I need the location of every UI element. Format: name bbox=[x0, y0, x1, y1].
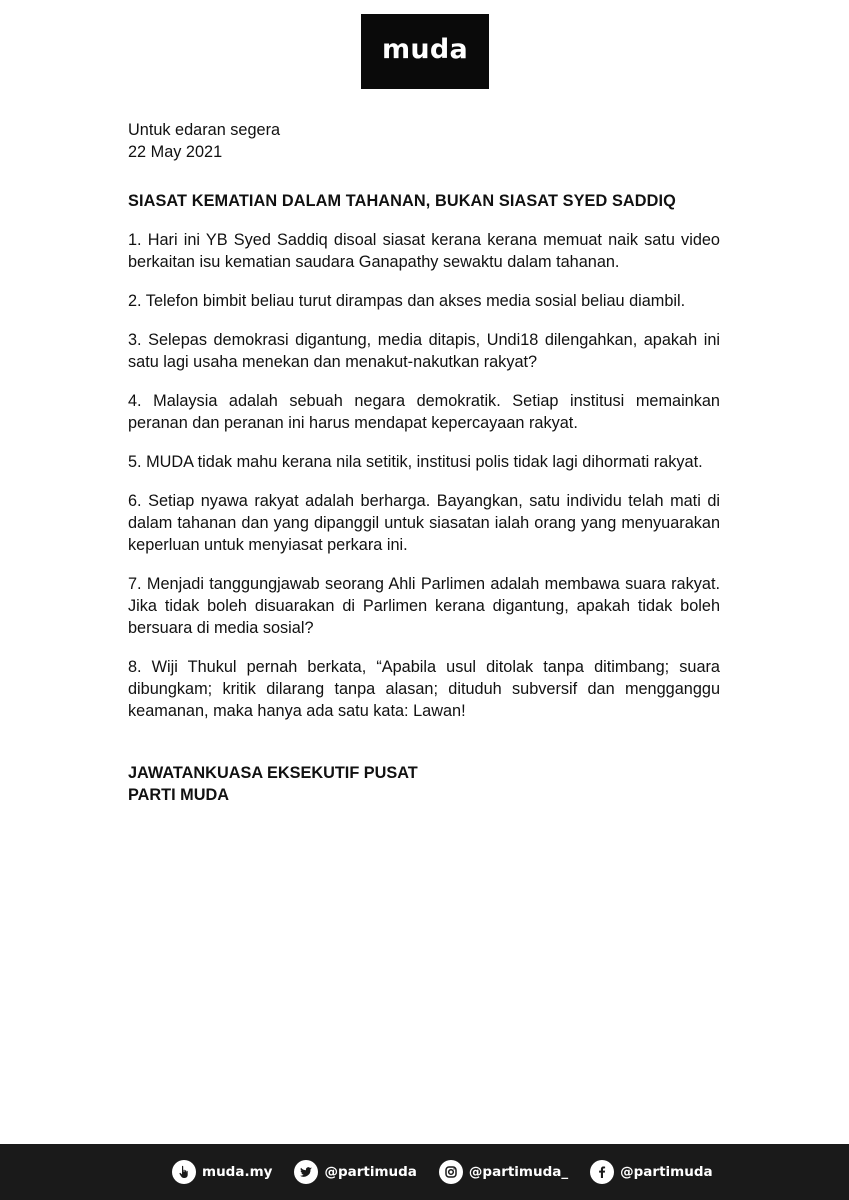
paragraph: 7. Menjadi tanggungjawab seorang Ahli Parlimen adalah membawa suara rakyat. Jika tidak boleh disuarakan di Parlimen kerana digantung, apakah tidak boleh bersuara di media sosial? bbox=[128, 575, 720, 637]
footer-instagram[interactable] bbox=[439, 1160, 568, 1184]
paragraph: 4. Malaysia adalah sebuah negara demokratik. Setiap institusi memainkan peranan dan peranan ini harus mendapat kepercayaan rakyat. bbox=[128, 392, 720, 432]
release-note: Untuk edaran segera bbox=[128, 121, 281, 139]
paragraph: 1. Hari ini YB Syed Saddiq disoal siasat kerana kerana memuat naik satu video berkaitan isu kematian saudara Ganapathy sewaktu dalam tahanan. bbox=[128, 231, 720, 271]
signature-party: PARTI MUDA bbox=[128, 786, 229, 804]
footer-facebook[interactable] bbox=[590, 1160, 712, 1184]
footer-website-text: muda.my bbox=[202, 1164, 273, 1180]
footer-website[interactable] bbox=[172, 1160, 272, 1184]
instagram-icon bbox=[439, 1160, 463, 1184]
paragraph: 6. Setiap nyawa rakyat adalah berharga. Bayangkan, satu individu telah mati di dalam tahanan dan yang dipanggil untuk siasatan ialah orang yang menyuarakan keperluan untuk menyiasat perkara ini. bbox=[128, 492, 720, 554]
facebook-icon bbox=[590, 1160, 614, 1184]
hand-pointer-icon bbox=[172, 1160, 196, 1184]
logo-text: muda bbox=[381, 34, 469, 65]
release-date: 22 May 2021 bbox=[128, 143, 223, 161]
signature-committee: JAWATANKUASA EKSEKUTIF PUSAT bbox=[128, 764, 418, 782]
paragraph-list bbox=[128, 229, 720, 722]
footer-instagram-text: @partimuda_ bbox=[468, 1164, 569, 1180]
twitter-icon bbox=[294, 1160, 318, 1184]
signature-block bbox=[128, 762, 720, 806]
press-release-body bbox=[128, 119, 720, 806]
press-release-title: SIASAT KEMATIAN DALAM TAHANAN, BUKAN SIASAT SYED SADDIQ bbox=[128, 192, 676, 210]
footer-facebook-text: @partimuda bbox=[620, 1164, 713, 1180]
paragraph: 5. MUDA tidak mahu kerana nila setitik, institusi polis tidak lagi dihormati rakyat. bbox=[128, 453, 703, 471]
paragraph: 3. Selepas demokrasi digantung, media ditapis, Undi18 dilengahkan, apakah ini satu lagi usaha menekan dan menakut-nakutkan rakyat? bbox=[128, 331, 720, 371]
release-header bbox=[128, 119, 720, 163]
footer-twitter[interactable] bbox=[294, 1160, 416, 1184]
paragraph: 2. Telefon bimbit beliau turut dirampas dan akses media sosial beliau diambil. bbox=[128, 292, 686, 310]
footer-bar bbox=[0, 1144, 849, 1200]
footer-twitter-text: @partimuda bbox=[324, 1164, 417, 1180]
muda-logo bbox=[361, 14, 489, 89]
paragraph: 8. Wiji Thukul pernah berkata, “Apabila usul ditolak tanpa ditimbang; suara dibungkam; kritik dilarang tanpa alasan; dituduh subversif dan mengganggu keamanan, maka hanya ada satu kata: Lawan! bbox=[128, 658, 720, 720]
